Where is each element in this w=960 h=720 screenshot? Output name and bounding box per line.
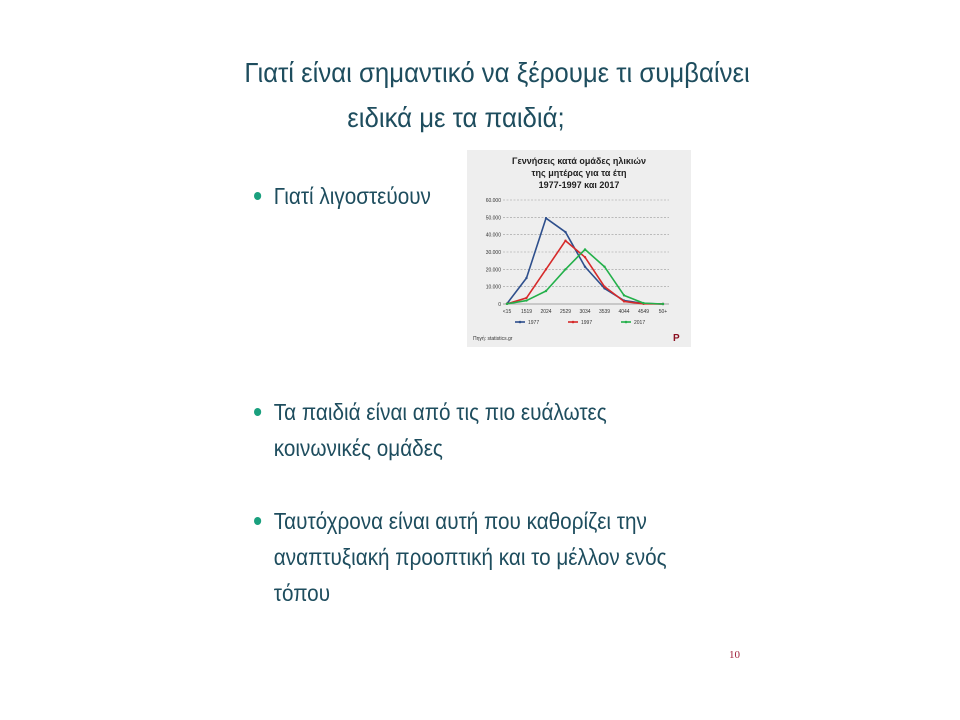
chart-y-tick-label: 20.000 [485,267,501,274]
bullet-item [254,394,677,466]
chart-legend-label: 2017 [634,320,646,326]
chart-point-1997 [545,268,547,270]
chart-y-tick-label: 0 [498,302,501,308]
chart-legend-marker [625,321,628,324]
births-chart-svg [467,150,691,347]
chart-legend-marker [572,321,575,324]
chart-legend-marker [519,321,522,324]
chart-y-tick-label: 10.000 [485,284,501,291]
births-chart [467,150,691,347]
chart-point-2017 [584,248,586,250]
chart-y-tick-label: 40.000 [485,232,501,239]
chart-y-tick-label: 50.000 [485,215,501,222]
chart-legend [515,320,645,326]
chart-point-1977 [584,266,586,268]
chart-x-tick-label: <15 [502,309,512,315]
chart-y-ticks [486,198,502,308]
bullet-text: Ταυτόχρονα είναι αυτή που καθορίζει την αναπτυξιακή προοπτική και το μέλλον ενός τόπου [273,508,667,606]
bullet-text: Τα παιδιά είναι από τις πιο ευάλωτες κοινωνικές ομάδες [273,399,607,461]
chart-gridlines [503,200,669,304]
chart-point-2017 [623,294,625,296]
slide-title-line-2: ειδικά με τα παιδιά; [347,102,565,133]
chart-point-1997 [584,256,586,258]
chart-point-1977 [525,277,527,279]
chart-title-line-2: της μητέρας για τα έτη [531,168,627,178]
slide-title-line-1: Γιατί είναι σημαντικό να ξέρουμε τι συμβαίνει [244,57,750,88]
chart-y-tick-label: 30.000 [485,250,501,256]
chart-legend-label: 1977 [528,320,540,326]
chart-title-line-3: 1977-1997 και 2017 [538,180,620,190]
chart-x-tick-label: 3539 [598,309,611,315]
chart-point-1997 [603,285,605,287]
chart-title-line-1: Γεννήσεις κατά ομάδες ηλικιών [512,156,646,166]
chart-point-2017 [525,299,527,301]
chart-x-tick-label: 4549 [637,309,650,315]
chart-point-2017 [603,266,605,268]
chart-point-2017 [564,268,566,270]
chart-point-1997 [623,300,625,302]
page-number: 10 [729,649,740,661]
bullet-item [254,178,434,214]
chart-legend-label: 1997 [581,320,593,326]
chart-point-1997 [525,297,527,299]
chart-point-2017 [506,303,508,305]
chart-x-tick-label: 1519 [520,309,533,315]
chart-x-tick-label: 50+ [658,309,668,315]
chart-point-2017 [642,302,644,304]
chart-x-tick-label: 3034 [579,309,591,315]
chart-x-tick-label: 2529 [559,309,572,315]
chart-logo: P [673,333,680,344]
bullet-item [254,503,686,611]
bullet-text: Γιατί λιγοστεύουν [273,183,431,209]
chart-point-1977 [545,217,547,219]
chart-point-1977 [564,231,566,233]
chart-source: Πηγή: statistics.gr [473,336,513,342]
chart-x-tick-label: 2024 [540,309,552,315]
chart-y-tick-label: 60.000 [485,198,501,204]
chart-x-tick-label: 4044 [618,309,630,315]
bullet-dot-icon [254,192,261,200]
chart-point-2017 [662,303,664,305]
chart-series [506,217,664,305]
bullet-dot-icon [254,408,261,416]
slide-title [244,50,750,140]
chart-x-ticks [503,309,668,315]
chart-point-2017 [545,290,547,292]
chart-point-1997 [564,240,566,242]
bullet-dot-icon [254,517,261,525]
